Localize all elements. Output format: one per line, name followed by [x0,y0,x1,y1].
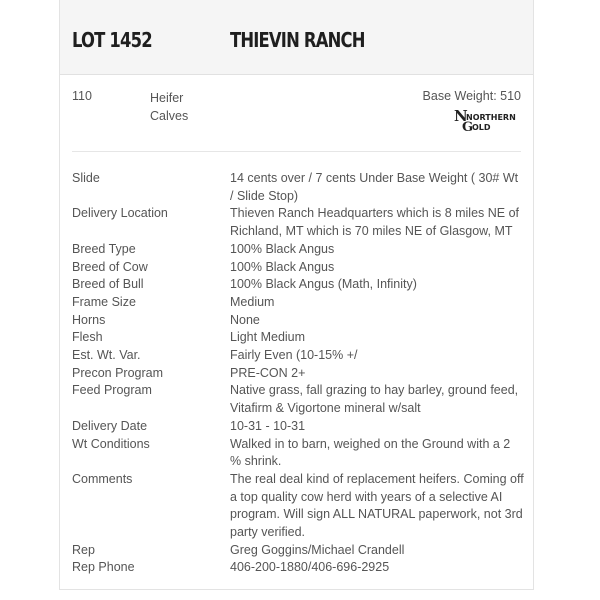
lot-header [60,0,533,75]
lot-card [59,0,534,590]
detail-row [72,329,524,347]
detail-label: Flesh [72,330,103,345]
detail-row [72,347,524,365]
svg-text:NORTHERN: NORTHERN [466,113,516,122]
detail-label: Precon Program [72,365,164,380]
lot-summary [72,75,521,152]
detail-value: PRE-CON 2+ [230,365,306,380]
detail-value: The real deal kind of replacement heifers. Coming off a top quality cow herd with years of a selective AI program. Will sign ALL NATURAL paperwork, not 3rd party verified. [230,471,524,540]
detail-row [72,382,524,417]
cattle-type-line2: Calves [150,109,189,123]
detail-row [72,312,524,330]
detail-value: None [230,312,260,327]
detail-value: 100% Black Angus [230,241,335,256]
detail-label: Breed of Cow [72,259,148,274]
detail-label: Delivery Date [72,418,148,433]
lot-number: LOT 1452 [72,28,152,52]
detail-label: Slide [72,171,100,185]
detail-row [72,276,524,294]
cattle-type [150,89,210,125]
detail-row [72,205,524,240]
detail-label: Breed Type [72,241,136,256]
lot-details [72,170,524,577]
detail-value: 100% Black Angus [230,259,335,274]
detail-value: Walked in to barn, weighed on the Ground with a 2 % shrink. [230,436,511,469]
detail-row [72,365,524,383]
base-weight: Base Weight: 510 [422,89,521,103]
detail-value: Native grass, fall grazing to hay barley, ground feed, Vitafirm & Vigortone mineral w/salt [230,383,519,416]
detail-row [72,542,524,560]
detail-label: Rep [72,542,95,557]
detail-row [72,259,524,277]
detail-row [72,471,524,542]
svg-text:G: G [462,120,474,133]
detail-label: Comments [72,471,133,486]
svg-text:N: N [454,109,468,125]
detail-label: Feed Program [72,383,152,398]
detail-value: Thieven Ranch Headquarters which is 8 miles NE of Richland, MT which is 70 miles NE of Glasgow, MT [230,206,520,239]
detail-label: Frame Size [72,294,136,309]
svg-text:OLD: OLD [472,123,491,132]
detail-label: Rep Phone [72,560,135,575]
detail-value: 100% Black Angus (Math, Infinity) [230,277,417,292]
detail-label: Horns [72,312,106,327]
detail-row [72,436,524,471]
detail-row [72,170,524,205]
northern-gold-logo [449,109,521,133]
detail-value: Fairly Even (10-15% +/ [230,348,358,363]
detail-row [72,241,524,259]
detail-label: Wt Conditions [72,436,150,451]
detail-value: 406-200-1880/406-696-2925 [230,560,390,575]
ranch-name: THIEVIN RANCH [230,28,365,52]
detail-value: Greg Goggins/Michael Crandell [230,542,405,557]
cattle-type-line1: Heifer [150,91,184,105]
detail-value: Light Medium [230,330,306,345]
detail-row [72,294,524,312]
detail-label: Breed of Bull [72,277,144,292]
detail-value: Medium [230,294,275,309]
detail-label: Est. Wt. Var. [72,348,141,363]
detail-value: 14 cents over / 7 cents Under Base Weight ( 30# Wt / Slide Stop) [230,171,519,203]
detail-label: Delivery Location [72,206,168,221]
detail-row [72,418,524,436]
head-count: 110 [72,89,92,103]
detail-value: 10-31 - 10-31 [230,418,306,433]
detail-row [72,559,524,577]
